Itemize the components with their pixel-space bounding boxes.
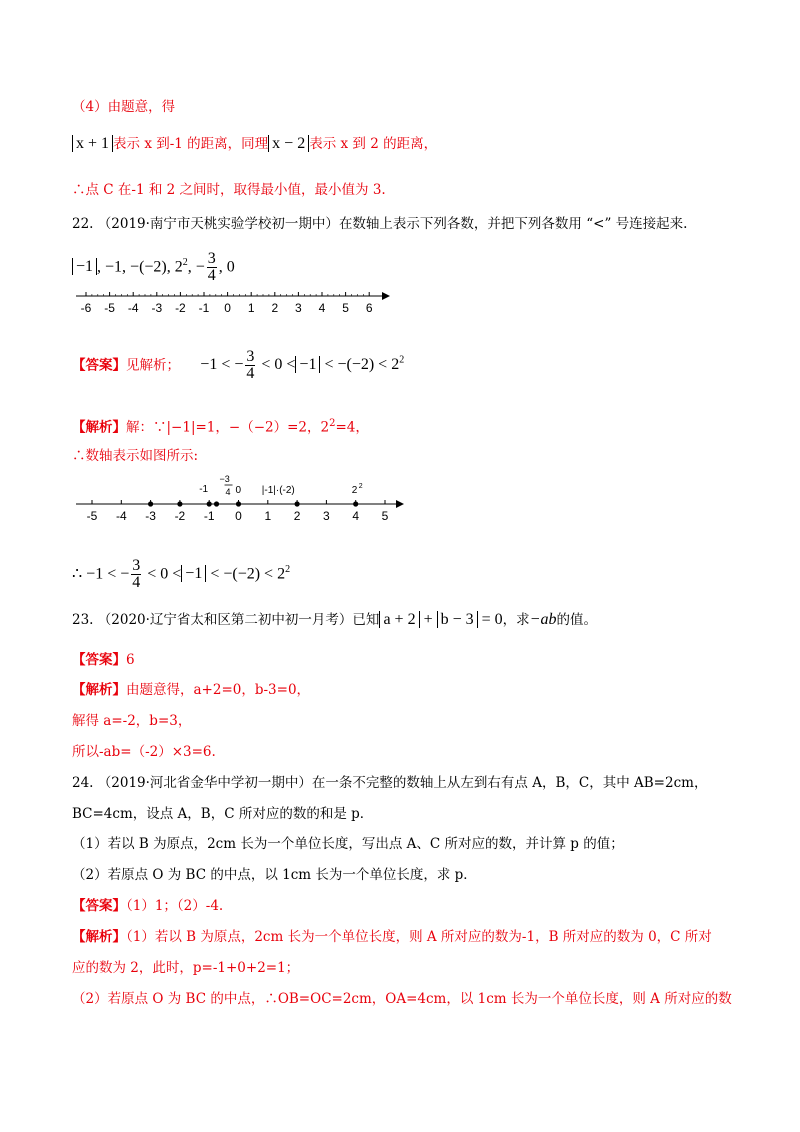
q22-final (72, 548, 290, 596)
part4-line1: （4）由题意，得 (72, 99, 176, 115)
tick2-label: 3 (323, 509, 330, 523)
q23-number: 23. (72, 612, 94, 628)
q23-analysis-3: 所以-ab=（-2）×3=6. (72, 744, 216, 760)
list-sup: 2 (182, 257, 188, 268)
q22-number-list (72, 244, 235, 286)
tick-label: 3 (295, 301, 302, 315)
final-b: < 0 < (143, 565, 182, 583)
part4-text1: 表示 x 到-1 的距离，同理 (113, 136, 269, 152)
axis-arrow (382, 292, 390, 300)
abs-neg-1: −1 (72, 258, 97, 275)
q23-source: （2020·辽宁省太和区第二初中初一月考）已知 (97, 612, 380, 628)
tick-label: -5 (104, 301, 115, 315)
analysis-tag: 【解析】 (72, 419, 126, 436)
tick2-label: 4 (352, 509, 360, 523)
q23-answer-tag: 【答案】 (72, 652, 126, 668)
list-part-c: , − (187, 258, 205, 276)
part4-text2: 表示 x 到 2 的距离， (309, 136, 438, 152)
final-c: < −(−2) < 2 (206, 565, 286, 583)
final-abs: −1 (181, 565, 206, 582)
tick-label: -6 (80, 301, 92, 315)
q22-number: 22. (72, 216, 94, 232)
answer-inequality (200, 348, 405, 383)
q24-number: 24. (72, 775, 94, 791)
analysis-sup: 2 (329, 418, 336, 429)
tick2-label: 2 (293, 509, 301, 523)
number-point (295, 501, 300, 506)
tick-label: 5 (342, 301, 349, 315)
tick-label: 6 (365, 301, 373, 315)
answer-text: 见解析； (126, 357, 180, 374)
q23-eq: = 0 (477, 611, 503, 628)
tick2-label: -5 (86, 509, 98, 523)
q23-end: 的值。 (556, 612, 597, 628)
analysis-text: 解：∵|−1|=1，−（−2）=2，2 (126, 419, 330, 436)
tick2-label: -1 (203, 509, 215, 523)
frac-den: 4 (207, 267, 216, 285)
tick-label: 4 (318, 301, 326, 315)
label-zero: 0 (235, 485, 242, 496)
ans-a: −1 < − (200, 356, 244, 374)
final-sup: 2 (285, 564, 291, 575)
q24-analysis-2: 应的数为 2，此时，p=-1+0+2=1； (72, 960, 300, 976)
q24-answer-value: （1）1；（2）-4. (126, 898, 224, 914)
q24-analysis-tag: 【解析】 (72, 929, 126, 945)
q24-analysis-3: （2）若原点 O 为 BC 的中点，∴OB=OC=2cm，OA=4cm，以 1cm 长为一个单位长度，则 A 所对应的数 (72, 991, 732, 1007)
q24-line1-text: （2019·河北省金华中学初一期中）在一条不完整的数轴上从左到右有点 A，B，C，其中 AB=2cm， (97, 775, 708, 791)
abs-x-plus-1: x + 1 (72, 135, 113, 152)
tick2-label: -2 (174, 509, 186, 523)
q24-line2: BC=4cm，设点 A，B，C 所对应的数的和是 p． (72, 806, 374, 822)
label-square-exp: 2 (358, 483, 363, 490)
label-square: 2 (351, 485, 358, 496)
number-point (214, 501, 219, 506)
tick-label: 0 (224, 301, 231, 315)
q23-header (72, 610, 597, 630)
q23-answer (72, 650, 135, 670)
part4-conclusion: ∴点 C 在-1 和 2 之间时，取得最小值，最小值为 3. (72, 182, 386, 198)
q24-line1 (72, 773, 707, 793)
ans-b: < 0 < (257, 356, 296, 374)
tick-label: 2 (271, 301, 279, 315)
number-line-1 (72, 288, 402, 322)
q24-line4: （2）若原点 O 为 BC 的中点，以 1cm 长为一个单位长度，求 p． (72, 867, 477, 883)
tick2-label: -4 (115, 509, 127, 523)
fraction-3-4 (207, 251, 217, 284)
q23-analysis-2: 解得 a=-2，b=3， (72, 713, 192, 729)
abs-b-minus-3: b − 3 (437, 611, 478, 628)
tick-label: -2 (175, 301, 186, 315)
q24-analysis (72, 927, 712, 947)
q22-source: （2019·南宁市天桃实验学校初一期中） (97, 216, 339, 232)
final-frac-den: 4 (132, 574, 141, 592)
ans-c: < −(−2) < 2 (320, 356, 400, 374)
part4-line2 (72, 134, 437, 154)
analysis-end: =4， (335, 419, 369, 436)
q23-analysis-tag: 【解析】 (72, 682, 126, 698)
tick-label: -1 (198, 301, 210, 315)
tick2-label: 0 (235, 509, 242, 523)
q23-expr: −ab (529, 611, 557, 628)
number-point (353, 501, 358, 506)
q22-text: 在数轴上表示下列各数，并把下列各数用 “<” 号连接起来. (338, 216, 688, 232)
number-point (148, 501, 153, 506)
q24-answer-tag: 【答案】 (72, 898, 126, 914)
final-a: ∴ −1 < − (72, 565, 130, 583)
ans-frac (245, 349, 255, 382)
q23-analysis (72, 680, 310, 700)
q22-analysis (72, 414, 369, 438)
final-frac (131, 558, 141, 591)
axis-caption: ∴数轴表示如图所示: (72, 448, 199, 464)
ans-abs: −1 (295, 356, 320, 373)
axis2-arrow (396, 500, 404, 508)
number-point (177, 501, 182, 506)
q23-answer-value: 6 (126, 652, 135, 668)
number-point (236, 501, 241, 506)
q24-line3: （1）若以 B 为原点，2cm 长为一个单位长度，写出点 A、C 所对应的数，并计算 p 的值； (72, 836, 624, 852)
tick2-label: 1 (264, 509, 272, 523)
q23-analysis-1: 由题意得，a+2=0，b-3=0， (126, 682, 311, 698)
tick-label: 1 (247, 301, 255, 315)
final-frac-num: 3 (132, 557, 141, 575)
number-point (207, 501, 212, 506)
tick2-label: -3 (145, 509, 156, 523)
tick-label: -3 (151, 301, 163, 315)
abs-a-plus-2: a + 2 (379, 611, 419, 628)
frac-num: 3 (207, 250, 216, 268)
ans-frac-num: 3 (246, 348, 255, 366)
q23-plus: + (419, 611, 437, 628)
q22-header (72, 214, 687, 234)
number-line-2 (72, 468, 412, 526)
q22-answer (72, 338, 404, 388)
label-abs-group: |-1|·(-2) (261, 485, 295, 496)
tick2-label: 5 (381, 509, 389, 523)
ans-frac-den: 4 (246, 365, 255, 383)
ans-sup: 2 (399, 355, 405, 366)
list-part-d: , 0 (218, 258, 235, 276)
label-frac-den: 4 (225, 487, 231, 497)
label-frac-num: −3 (219, 474, 230, 484)
abs-x-minus-2: x − 2 (268, 135, 309, 152)
q24-answer (72, 896, 223, 916)
label-neg1: -1 (199, 484, 209, 495)
tick-label: -4 (127, 301, 139, 315)
q23-mid: ，求 (502, 612, 530, 628)
list-part-b: , −1, −(−2), 2 (97, 258, 183, 276)
q24-analysis-1: （1）若以 B 为原点，2cm 长为一个单位长度，则 A 所对应的数为-1，B 所对应的数为 0，C 所对 (126, 929, 712, 945)
answer-tag: 【答案】 (72, 357, 126, 374)
